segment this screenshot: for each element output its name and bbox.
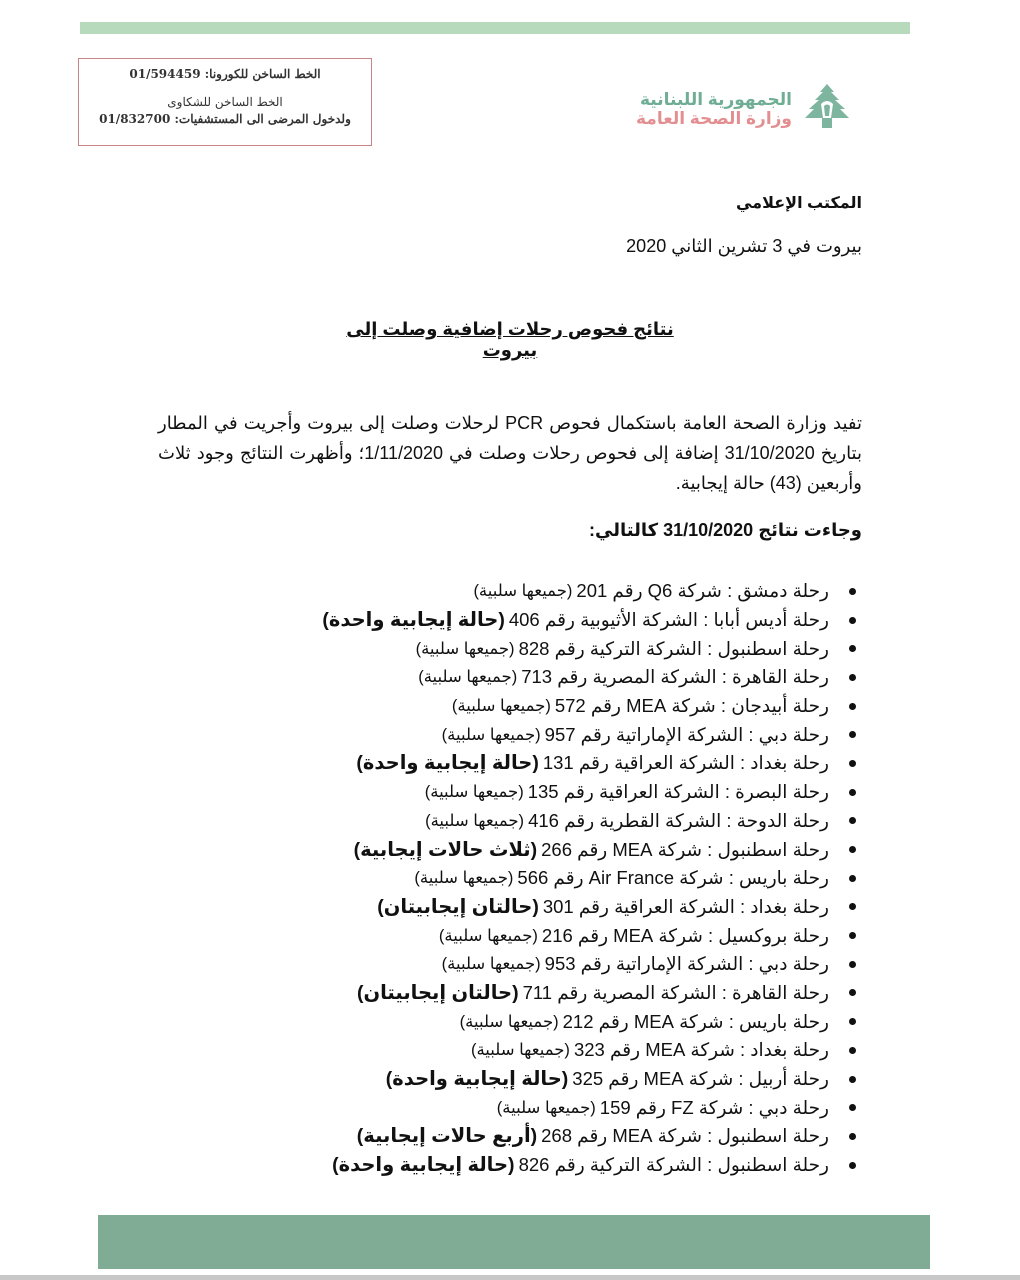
bottom-decorative-bar	[98, 1215, 930, 1269]
bullet-icon	[849, 617, 856, 624]
positive-result: (حالة إيجابية واحدة)	[332, 1154, 515, 1177]
negative-result: (جميعها سلبية)	[496, 1098, 596, 1117]
bullet-icon	[849, 760, 856, 767]
flight-description: رحلة القاهرة : الشركة المصرية رقم 713	[521, 666, 829, 688]
bullet-icon	[849, 932, 856, 939]
flight-result-item	[322, 864, 828, 893]
bullet-icon	[849, 588, 856, 595]
hospital-hotline	[79, 111, 371, 128]
flight-result-item	[322, 807, 828, 836]
negative-result: (جميعها سلبية)	[418, 668, 518, 687]
bullet-icon	[849, 1018, 856, 1025]
negative-result: (جميعها سلبية)	[415, 639, 515, 658]
flight-description: رحلة اسطنبول : شركة MEA رقم 268	[541, 1125, 829, 1147]
negative-result: (جميعها سلبية)	[424, 783, 524, 802]
negative-result: (جميعها سلبية)	[441, 725, 541, 744]
flight-description: رحلة البصرة : الشركة العراقية رقم 135	[527, 781, 829, 803]
complaints-hotline-label: الخط الساخن للشكاوى	[167, 95, 283, 109]
flight-result-item	[322, 1151, 828, 1180]
negative-result: (جميعها سلبية)	[473, 582, 573, 601]
flight-result-item	[322, 1007, 828, 1036]
logo-ministry-text: وزارة الصحة العامة	[636, 109, 792, 128]
negative-result: (جميعها سلبية)	[470, 1041, 570, 1060]
flight-result-item	[322, 634, 828, 663]
logo-republic-text: الجمهورية اللبنانية	[640, 90, 792, 109]
positive-result: (حالة إيجابية واحدة)	[356, 752, 539, 775]
flight-description: رحلة أديس أبابا : الشركة الأثيوبية رقم 406	[508, 609, 829, 631]
flight-description: رحلة اسطنبول : شركة MEA رقم 266	[541, 838, 829, 860]
positive-result: (حالة إيجابية واحدة)	[385, 1068, 569, 1091]
flight-description: رحلة اسطنبول : الشركة التركية رقم 828	[518, 637, 829, 659]
bullet-icon	[849, 674, 856, 681]
flight-result-item	[322, 921, 828, 950]
flight-description: رحلة الدوحة : الشركة القطرية رقم 416	[528, 809, 829, 831]
flight-description: رحلة باريس : شركة Air France رقم 566	[517, 867, 829, 889]
bullet-icon	[849, 1133, 856, 1140]
flight-description: رحلة القاهرة : الشركة المصرية رقم 711	[522, 981, 829, 1003]
flight-result-item	[322, 720, 828, 749]
negative-result: (جميعها سلبية)	[414, 869, 514, 888]
positive-result: (ثلاث حالات إيجابية)	[353, 838, 538, 861]
negative-result: (جميعها سلبية)	[441, 955, 541, 974]
corona-hotline-number: 01/594459	[129, 67, 201, 81]
flight-result-item	[322, 606, 828, 635]
ministry-logo	[620, 82, 850, 132]
flight-description: رحلة أربيل : شركة MEA رقم 325	[572, 1068, 829, 1090]
negative-result: (جميعها سلبية)	[438, 926, 538, 945]
flight-result-item	[322, 577, 828, 606]
positive-result: (حالتان إيجابيتان)	[356, 981, 519, 1004]
bullet-icon	[849, 846, 856, 853]
bullet-icon	[849, 903, 856, 910]
negative-result: (جميعها سلبية)	[459, 1012, 559, 1031]
bullet-icon	[849, 875, 856, 882]
flight-description: رحلة بغداد : شركة MEA رقم 323	[573, 1039, 829, 1061]
flight-description: رحلة دمشق : شركة Q6 رقم 201	[576, 580, 829, 602]
bullet-icon	[849, 817, 856, 824]
flight-description: رحلة اسطنبول : الشركة التركية رقم 826	[518, 1154, 829, 1176]
flight-result-item	[322, 893, 828, 922]
positive-result: (حالتان إيجابيتان)	[377, 895, 539, 918]
hotline-box	[78, 58, 372, 146]
flight-result-item	[322, 835, 828, 864]
bullet-icon	[849, 1162, 856, 1169]
flight-description: رحلة دبي : الشركة الإماراتية رقم 953	[544, 953, 829, 975]
document-date: بيروت في 3 تشرين الثاني 2020	[626, 236, 862, 256]
press-office-label: المكتب الإعلامي	[735, 195, 862, 212]
corona-hotline-label: الخط الساخن للكورونا:	[204, 67, 321, 81]
positive-result: (حالة إيجابية واحدة)	[322, 609, 505, 632]
bullet-icon	[849, 1047, 856, 1054]
bullet-icon	[849, 731, 856, 738]
bullet-icon	[849, 1104, 856, 1111]
hospital-hotline-number: 01/832700	[99, 112, 171, 126]
flight-description: رحلة أبيدجان : شركة MEA رقم 572	[554, 695, 829, 717]
flight-description: رحلة بغداد : الشركة العراقية رقم 301	[542, 895, 829, 917]
flight-results-list	[322, 577, 828, 1179]
bullet-icon	[849, 703, 856, 710]
flight-result-item	[322, 950, 828, 979]
negative-result: (جميعها سلبية)	[425, 811, 525, 830]
hospital-hotline-label: ولدخول المرضى الى المستشفيات:	[174, 112, 351, 126]
bullet-icon	[849, 645, 856, 652]
flight-result-item	[322, 979, 828, 1008]
flight-result-item	[322, 1036, 828, 1065]
flight-result-item	[322, 1065, 828, 1094]
flight-description: رحلة بروكسيل : شركة MEA رقم 216	[541, 924, 829, 946]
negative-result: (جميعها سلبية)	[451, 697, 551, 716]
cedar-icon	[804, 82, 850, 130]
intro-paragraph: تفيد وزارة الصحة العامة باستكمال فحوص PCR لرحلات وصلت إلى بيروت وأجريت في المطار بتاريخ 31/10/2020 إضافة إلى فحوص رحلات وصلت في 1/11/2020؛ وأظهرت النتائج وجود ثلاث وأربعين (43) حالة إيجابية.	[158, 413, 862, 493]
page-edge	[0, 1275, 1020, 1280]
flight-description: رحلة دبي : الشركة الإماراتية رقم 957	[544, 723, 829, 745]
positive-result: (أربع حالات إيجابية)	[356, 1125, 538, 1148]
flight-description: رحلة بغداد : الشركة العراقية رقم 131	[542, 752, 829, 774]
flight-result-item	[322, 1122, 828, 1151]
flight-description: رحلة دبي : شركة FZ رقم 159	[599, 1096, 829, 1118]
flight-result-item	[322, 1093, 828, 1122]
flight-description: رحلة باريس : شركة MEA رقم 212	[562, 1010, 829, 1032]
bullet-icon	[849, 989, 856, 996]
bullet-icon	[849, 789, 856, 796]
document-title: نتائج فحوص رحلات إضافية وصلت إلى بيروت	[346, 319, 674, 360]
flight-result-item	[322, 692, 828, 721]
top-decorative-bar	[80, 22, 910, 34]
flight-result-item	[322, 778, 828, 807]
results-subheading: وجاءت نتائج 31/10/2020 كالتالي:	[589, 520, 862, 540]
flight-result-item	[322, 663, 828, 692]
bullet-icon	[849, 1076, 856, 1083]
flight-result-item	[322, 749, 828, 778]
corona-hotline	[79, 66, 371, 83]
bullet-icon	[849, 961, 856, 968]
